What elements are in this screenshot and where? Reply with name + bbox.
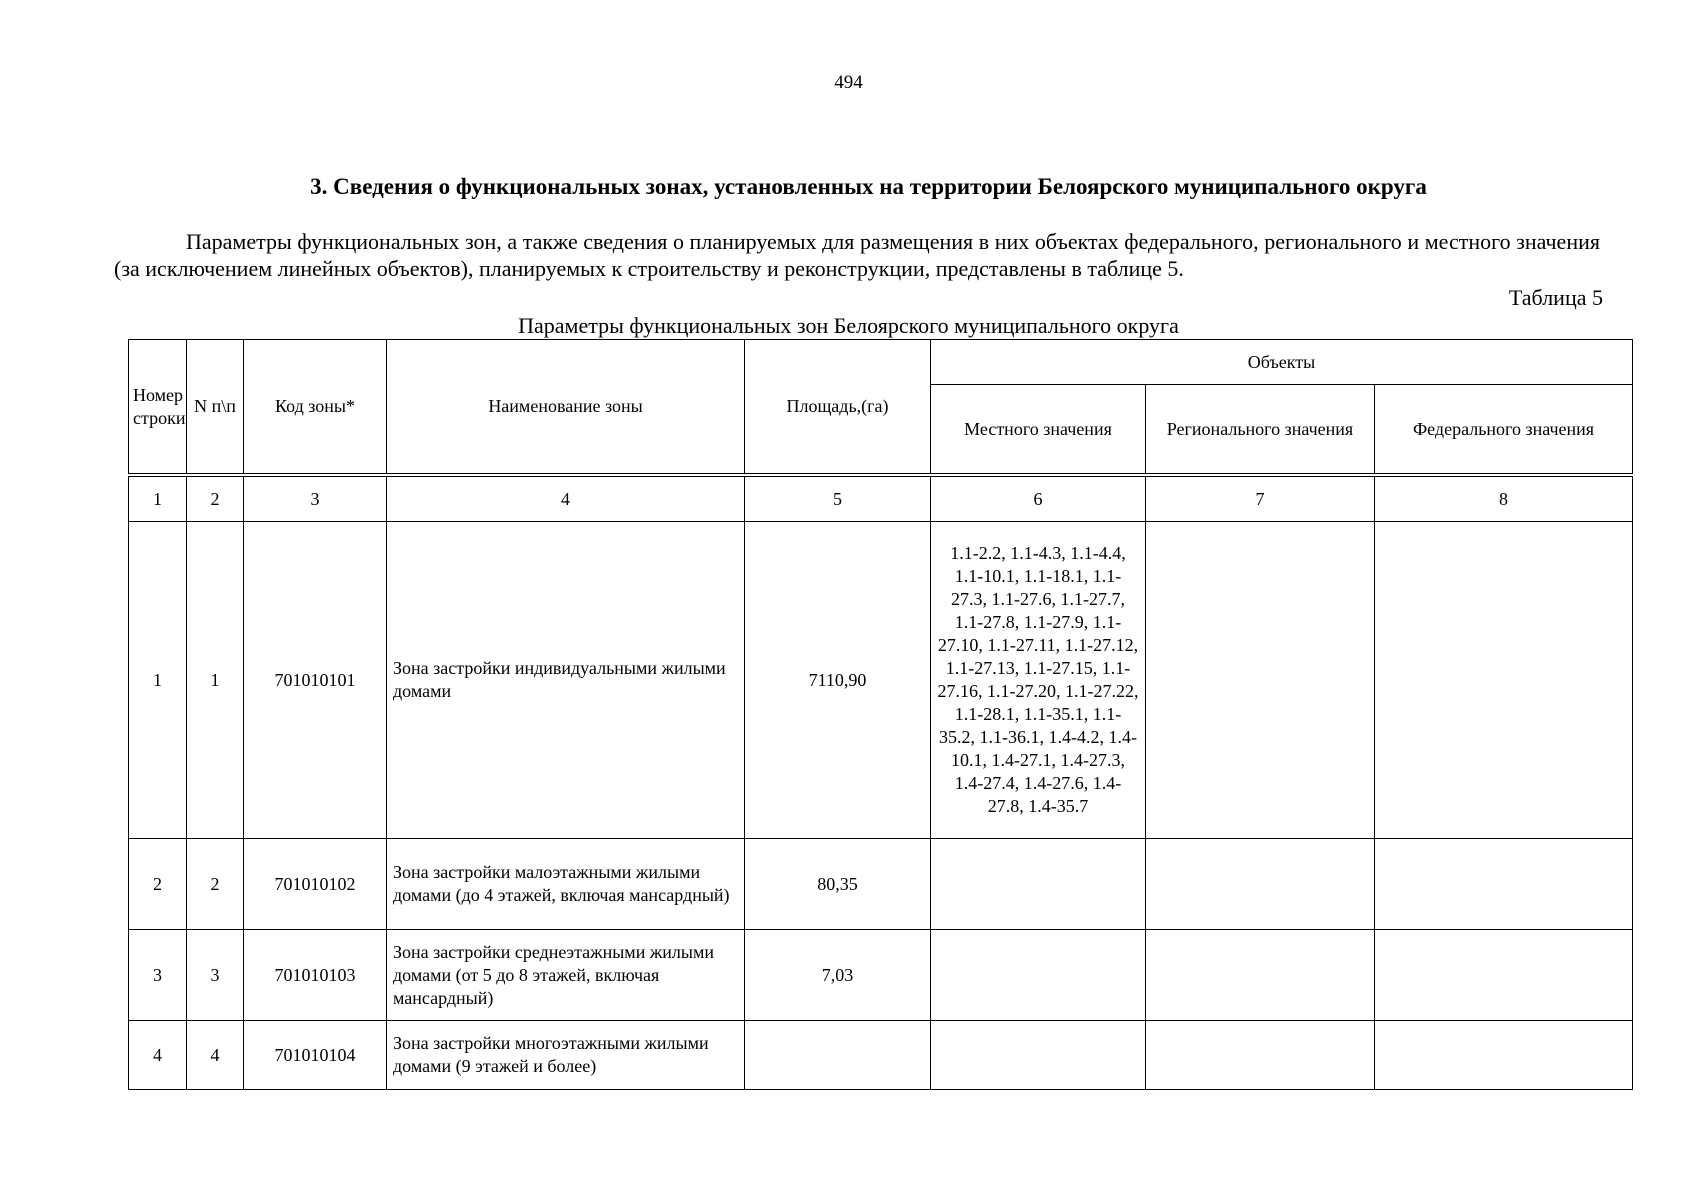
- federal-objects-cell: [1375, 522, 1633, 839]
- column-number: 4: [387, 475, 745, 522]
- area-cell: 7110,90: [745, 522, 931, 839]
- table-row: [129, 1021, 1633, 1090]
- area-cell: 7,03: [745, 930, 931, 1021]
- intro-paragraph: Параметры функциональных зон, а также сведения о планируемых для размещения в них объектах федерального, регионального и местного значения (за исключением линейных объектов), планируемых к строительству и реконструкции, представлены в таблице 5.: [114, 229, 1600, 281]
- n-pp-cell: 1: [187, 522, 244, 839]
- header-federal: Федерального значения: [1375, 385, 1633, 476]
- zone-name-cell: Зона застройки малоэтажными жилыми домами (до 4 этажей, включая мансардный): [387, 839, 745, 930]
- regional-objects-cell: [1146, 1021, 1375, 1090]
- row-number-cell: 2: [129, 839, 187, 930]
- header-zone-name: Наименование зоны: [387, 340, 745, 476]
- header-n-pp: N п\п: [187, 340, 244, 476]
- section-title: 3. Сведения о функциональных зонах, установленных на территории Белоярского муниципального округа: [310, 174, 1427, 199]
- n-pp-cell: 4: [187, 1021, 244, 1090]
- column-number: 5: [745, 475, 931, 522]
- header-area: Площадь,(га): [745, 340, 931, 476]
- zone-name-cell: Зона застройки индивидуальными жилыми домами: [387, 522, 745, 839]
- table-row: [129, 522, 1633, 839]
- table-label: Таблица 5: [1508, 285, 1603, 310]
- n-pp-cell: 2: [187, 839, 244, 930]
- zone-name-cell: Зона застройки многоэтажными жилыми домами (9 этажей и более): [387, 1021, 745, 1090]
- federal-objects-cell: [1375, 1021, 1633, 1090]
- table-row: [129, 930, 1633, 1021]
- column-number: 7: [1146, 475, 1375, 522]
- column-number: 2: [187, 475, 244, 522]
- row-number-cell: 3: [129, 930, 187, 1021]
- page-number: 494: [834, 72, 863, 93]
- zone-code-cell: 701010102: [244, 839, 387, 930]
- header-zone-code: Код зоны*: [244, 340, 387, 476]
- table-row: [129, 839, 1633, 930]
- area-cell: 80,35: [745, 839, 931, 930]
- regional-objects-cell: [1146, 839, 1375, 930]
- table-caption: Параметры функциональных зон Белоярского муниципального округа: [518, 313, 1179, 338]
- local-objects-cell: [931, 839, 1146, 930]
- header-local: Местного значения: [931, 385, 1146, 476]
- column-number: 1: [129, 475, 187, 522]
- header-regional: Регионального значения: [1146, 385, 1375, 476]
- column-number: 6: [931, 475, 1146, 522]
- header-row-number: Номер строки: [129, 340, 187, 476]
- zone-code-cell: 701010103: [244, 930, 387, 1021]
- zone-name-cell: Зона застройки среднеэтажными жилыми домами (от 5 до 8 этажей, включая мансардный): [387, 930, 745, 1021]
- local-objects-cell: [931, 930, 1146, 1021]
- area-cell: [745, 1021, 931, 1090]
- federal-objects-cell: [1375, 839, 1633, 930]
- local-objects-cell: 1.1-2.2, 1.1-4.3, 1.1-4.4, 1.1-10.1, 1.1-18.1, 1.1-27.3, 1.1-27.6, 1.1-27.7, 1.1-27.8, 1.1-27.9, 1.1-27.10, 1.1-27.11, 1.1-27.12, 1.1-27.13, 1.1-27.15, 1.1-27.16, 1.1-27.20, 1.1-27.22, 1.1-28.1, 1.1-35.1, 1.1-35.2, 1.1-36.1, 1.4-4.2, 1.4-10.1, 1.4-27.1, 1.4-27.3, 1.4-27.4, 1.4-27.6, 1.4-27.8, 1.4-35.7: [931, 522, 1146, 839]
- regional-objects-cell: [1146, 522, 1375, 839]
- row-number-cell: 4: [129, 1021, 187, 1090]
- local-objects-cell: [931, 1021, 1146, 1090]
- column-number-row: [129, 475, 1633, 522]
- zones-table: [128, 339, 1633, 1090]
- zone-code-cell: 701010101: [244, 522, 387, 839]
- header-objects: Объекты: [931, 340, 1633, 385]
- column-number: 8: [1375, 475, 1633, 522]
- zone-code-cell: 701010104: [244, 1021, 387, 1090]
- regional-objects-cell: [1146, 930, 1375, 1021]
- row-number-cell: 1: [129, 522, 187, 839]
- n-pp-cell: 3: [187, 930, 244, 1021]
- column-number: 3: [244, 475, 387, 522]
- federal-objects-cell: [1375, 930, 1633, 1021]
